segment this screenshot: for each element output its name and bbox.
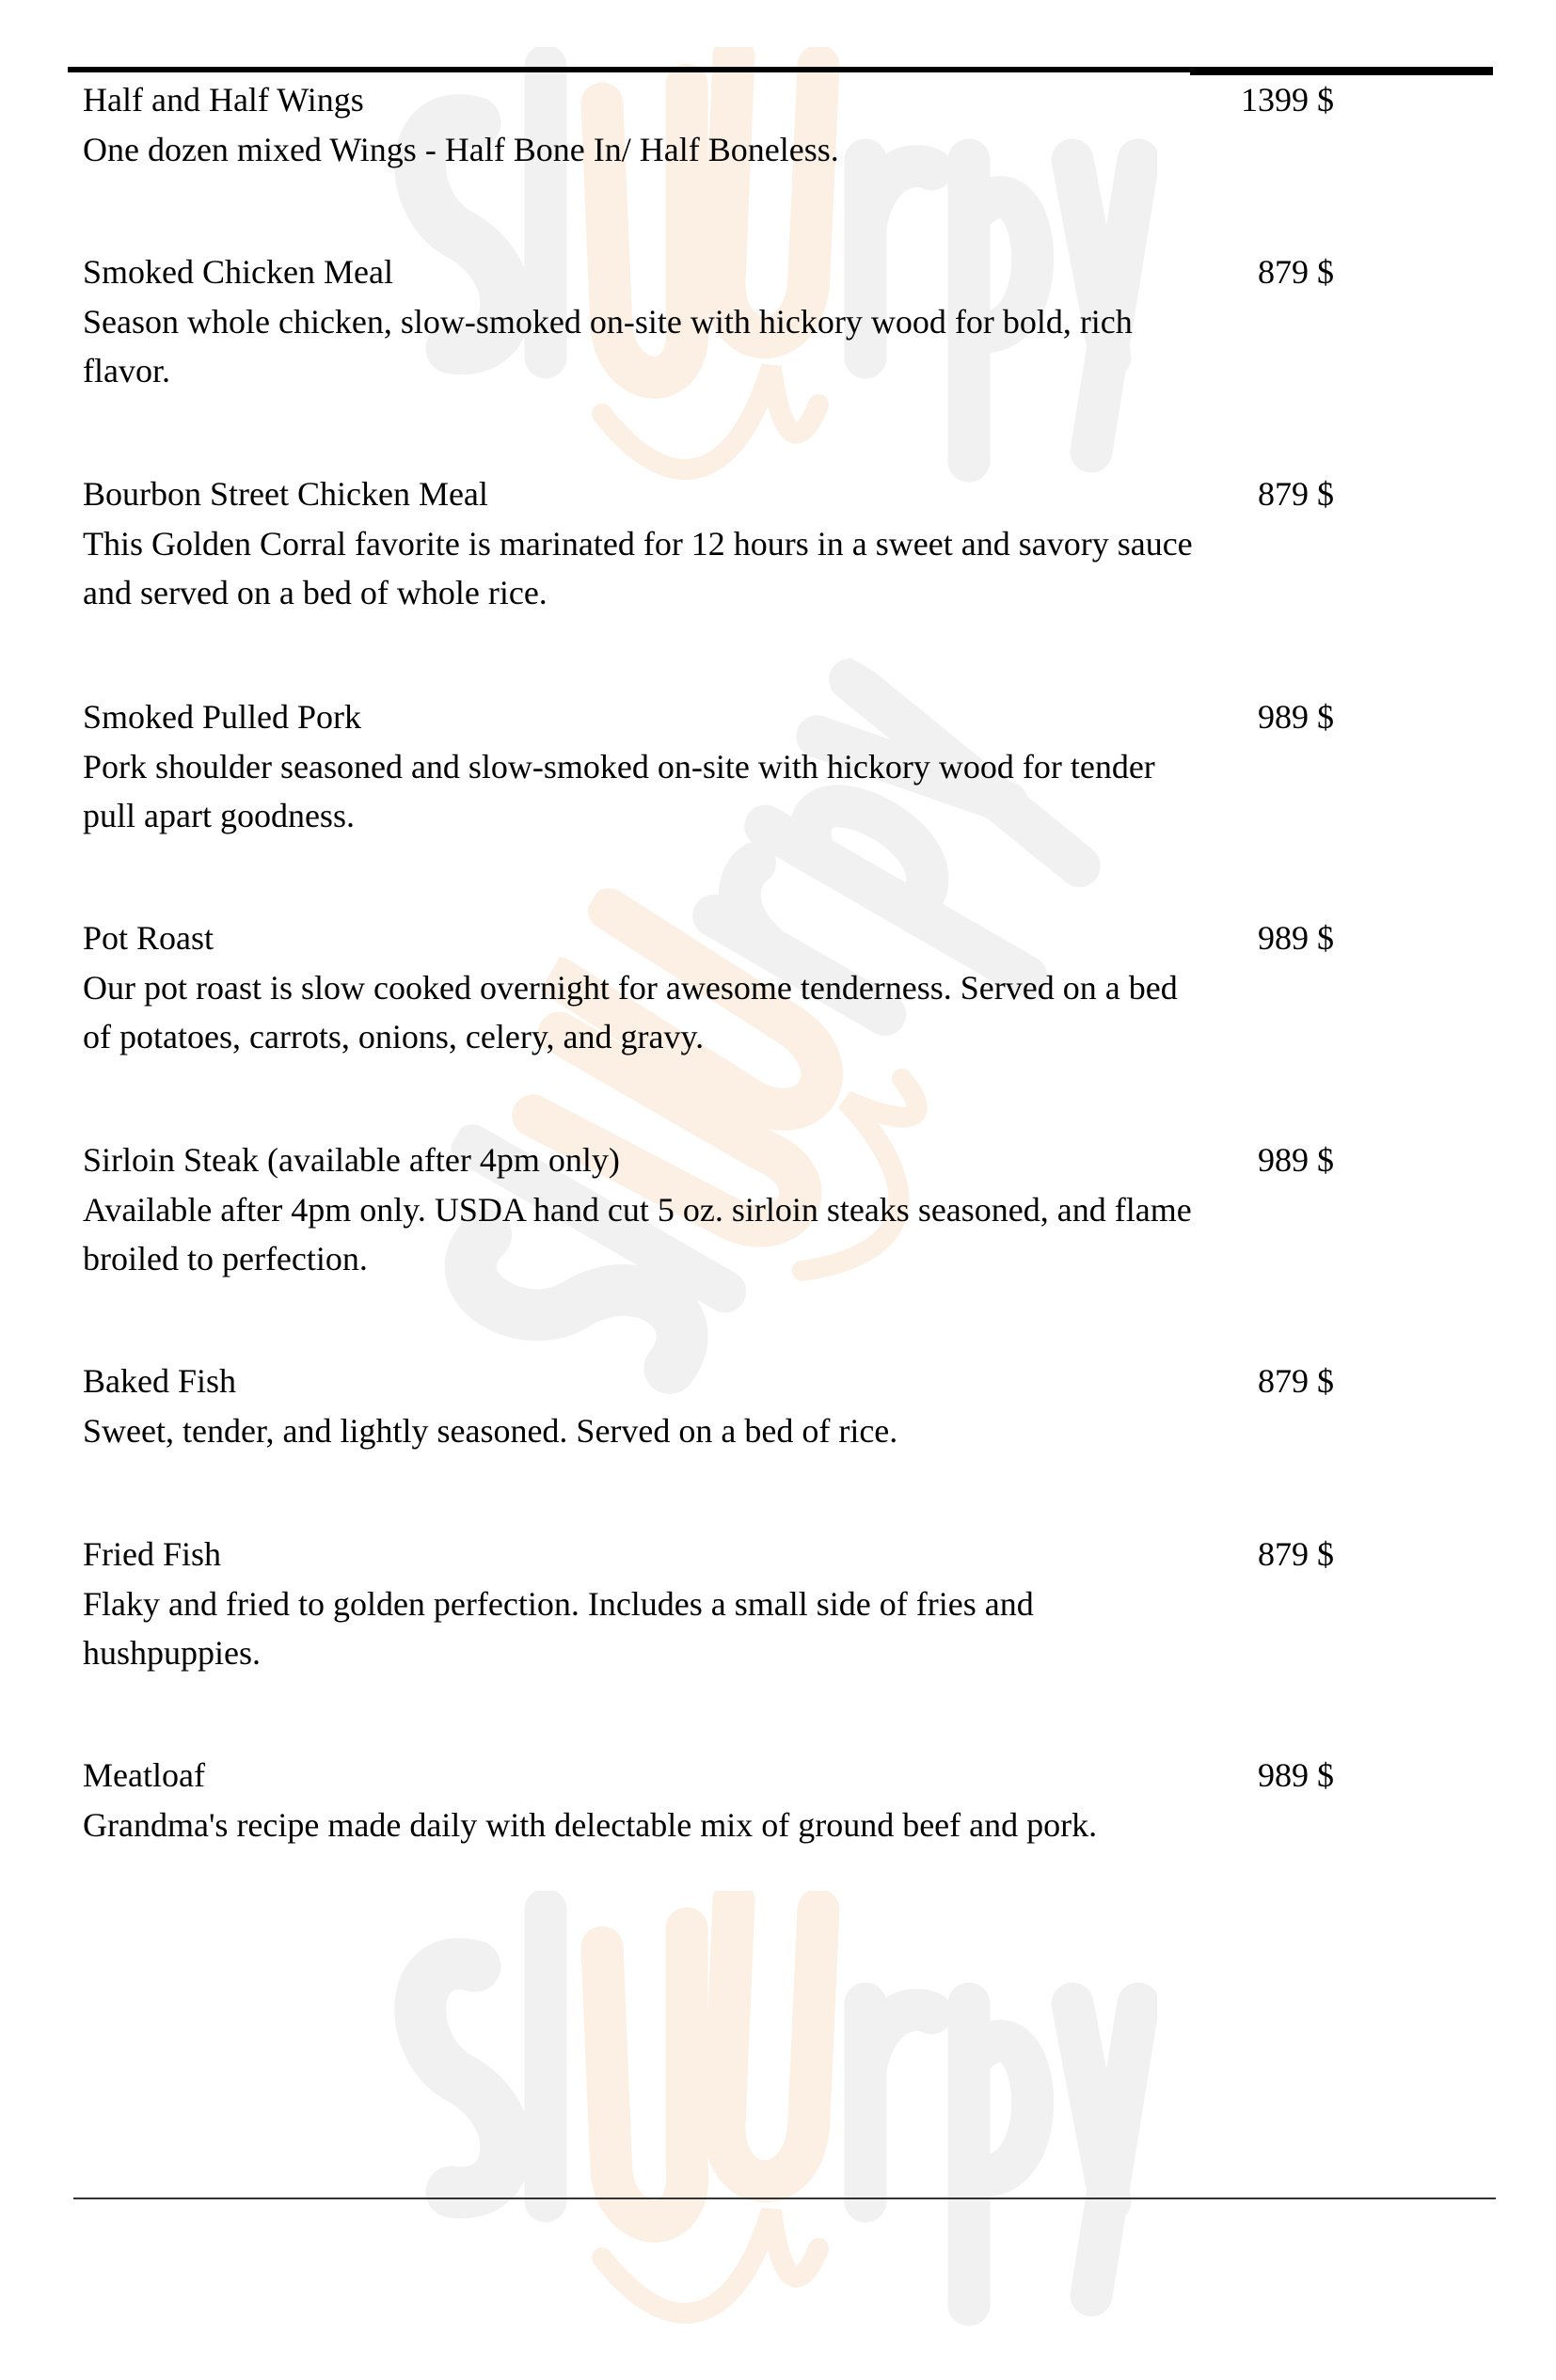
item-price: 989 $ — [1258, 919, 1334, 957]
bottom-divider — [73, 2198, 1496, 2199]
item-name: Meatloaf — [83, 1756, 205, 1794]
item-price: 879 $ — [1258, 1535, 1334, 1573]
menu-item — [83, 1530, 1334, 1678]
item-price: 989 $ — [1258, 1141, 1334, 1179]
item-description: One dozen mixed Wings - Half Bone In/ Half Boneless. — [83, 130, 839, 168]
item-name: Bourbon Street Chicken Meal — [83, 475, 488, 513]
menu-item — [83, 913, 1334, 1062]
item-price: 989 $ — [1258, 698, 1334, 736]
item-name: Baked Fish — [83, 1362, 237, 1400]
menu-item — [83, 247, 1334, 396]
item-description: Grandma's recipe made daily with delectable mix of ground beef and pork. — [83, 1805, 1098, 1844]
item-price: 1399 $ — [1241, 81, 1334, 119]
item-name: Fried Fish — [83, 1535, 222, 1573]
item-description: Season whole chicken, slow-smoked on-site with hickory wood for bold, rich flavor. — [83, 302, 1133, 389]
item-price: 879 $ — [1258, 475, 1334, 513]
item-description: This Golden Corral favorite is marinated for 12 hours in a sweet and savory sauce and served on a bed of whole rice. — [83, 524, 1193, 611]
item-price: 879 $ — [1258, 1362, 1334, 1400]
item-name: Pot Roast — [83, 919, 214, 957]
item-price: 879 $ — [1258, 253, 1334, 291]
item-name: Half and Half Wings — [83, 81, 364, 119]
menu-item — [83, 75, 1334, 174]
watermark-logo — [386, 1891, 1157, 2380]
item-description: Our pot roast is slow cooked overnight for awesome tenderness. Served on a bed of potatoes, carrots, onions, celery, and gravy. — [83, 968, 1178, 1055]
menu-item — [83, 692, 1334, 841]
item-description: Available after 4pm only. USDA hand cut 5 oz. sirloin steaks seasoned, and flame broiled to perfection. — [83, 1190, 1192, 1277]
top-divider-price-column — [1190, 67, 1493, 75]
menu-item — [83, 469, 1334, 618]
item-description: Flaky and fried to golden perfection. Includes a small side of fries and hushpuppies. — [83, 1584, 1034, 1672]
item-name: Smoked Chicken Meal — [83, 253, 393, 291]
item-description: Sweet, tender, and lightly seasoned. Served on a bed of rice. — [83, 1411, 898, 1450]
menu-item — [83, 1357, 1334, 1455]
item-name: Sirloin Steak (available after 4pm only) — [83, 1141, 620, 1179]
item-price: 989 $ — [1258, 1756, 1334, 1794]
item-name: Smoked Pulled Pork — [83, 698, 362, 736]
item-description: Pork shoulder seasoned and slow-smoked on-site with hickory wood for tender pull apart goodness. — [83, 747, 1155, 834]
menu-item — [83, 1751, 1334, 1849]
menu-item — [83, 1135, 1334, 1284]
